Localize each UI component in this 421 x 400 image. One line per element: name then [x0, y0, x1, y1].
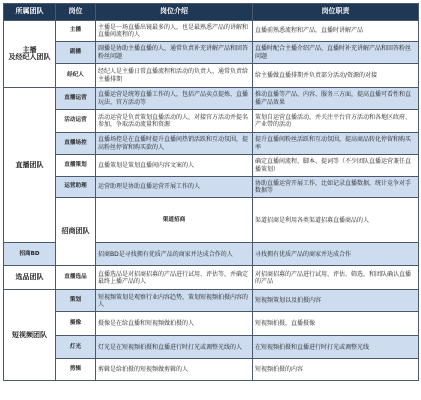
role-cell: 主播: [56, 21, 96, 42]
table-body: [4, 21, 419, 381]
duty-cell: 在短视频拍摄和直播进行时打光或调整光线: [253, 336, 419, 359]
description-cell: 活动运营是负责策划直播活动的人，对接官方活动并提名参加，争取活动流量和资源: [96, 110, 253, 133]
description-cell: 直播场控是在直播时提升直播间热销活跃和互动氛围，提高粉丝停留和购买欲的人: [96, 133, 253, 155]
duty-cell: 确定直播间流程、脚本、提词等（不少团队直播运营兼任直播策划）: [253, 155, 419, 177]
team-cell: 直播团队: [4, 88, 56, 243]
duty-cell: 直播时配合主播介绍产品，直播时补充讲解产品和回答粉丝问题: [253, 42, 419, 64]
role-cell: 摄像: [56, 312, 96, 336]
duty-cell: 寻找拥有优质产品的商家并达成合作: [253, 243, 419, 266]
table-row: [4, 359, 419, 381]
header-description: 岗位介绍: [96, 4, 253, 21]
role-cell: 活动运营: [56, 110, 96, 133]
table-row: [4, 42, 419, 64]
description-cell: 短视频策划是观察行业内容趋势，策划短视频拍摄内容的人: [96, 290, 253, 312]
role-cell: 灯光: [56, 336, 96, 359]
team-cell: 选品团队: [4, 266, 56, 290]
header-role: 岗位: [56, 4, 96, 21]
description-cell: 摄像是在给直播和短视频做拍摄的人: [96, 312, 253, 336]
description-cell: 副播是协助主播直播的人，通常负责补充讲解产品和回答粉丝问题: [96, 42, 253, 64]
header-row: [4, 4, 419, 21]
team-cell: 主播 及经纪人团队: [4, 21, 56, 88]
role-cell: 剪辑: [56, 359, 96, 381]
team-cell: 短视频团队: [4, 290, 56, 381]
table-row: [4, 133, 419, 155]
duty-cell: 给主播做直播排期并负责部分活动/资源的对接: [253, 64, 419, 88]
description-cell: 渠道招商是利用各类渠道招募直播商品的人: [253, 198, 419, 243]
description-cell: 剪辑是给拍摄的短视频做剪辑的人: [96, 359, 253, 381]
job-table: [3, 3, 419, 381]
table-row: [4, 312, 419, 336]
table-row: [4, 290, 419, 312]
table-row: [4, 21, 419, 42]
table-row: [4, 110, 419, 133]
role-cell: 渠道招商: [96, 198, 253, 243]
description-cell: 直播策划是策划直播间内容文案的人: [96, 155, 253, 177]
role-cell: 直播选品: [56, 266, 96, 290]
duty-cell: 短视频拍摄的内容: [253, 359, 419, 381]
description-cell: 招商BD是寻找拥有优质产品的商家并达成合作的人: [96, 243, 253, 266]
duty-cell: 对招商招募的产品进行试用、评估、筛选，和团队确认直播的产品: [253, 266, 419, 290]
role-cell: 经纪人: [56, 64, 96, 88]
role-cell: 运营助理: [56, 177, 96, 198]
duty-cell: 推动直播等产品、内容、服务三方面，提高直播可看性和直播产品效果: [253, 88, 419, 110]
table-row: [4, 155, 419, 177]
duty-cell: 短视频策划以及拍摄内容: [253, 290, 419, 312]
table-row: [4, 266, 419, 290]
header-duties: 岗位职责: [253, 4, 419, 21]
duty-cell: 直播前熟悉流程和产品，直播时讲解产品: [253, 21, 419, 42]
description-cell: 经纪人是主播日常直播流程和活动的负责人，通常负责给主播排期: [96, 64, 253, 88]
duty-cell: 提升直播间粉丝活跃和互动氛围，提高商品转化停留和购买率: [253, 133, 419, 155]
table-row: [4, 198, 419, 243]
description-cell: 直播运营是统筹直播工作的人，包括产品卖点提炼、直播玩法、官方活动等: [96, 88, 253, 110]
duty-cell: 策划自运营直播活动，并关注平台官方活动和各地区政府、产业带的活动: [253, 110, 419, 133]
table-row: [4, 177, 419, 198]
description-cell: 主播是一场直播出镜最多的人，也是最熟悉产品的讲解和直播间流程的人: [96, 21, 253, 42]
duty-cell: 短视频拍摄，直播摄像: [253, 312, 419, 336]
description-cell: 直播选品是对招商招募的产品进行试用、评估等，并确定最终上播产品的人: [96, 266, 253, 290]
table-row: [4, 64, 419, 88]
description-cell: 灯光是在短视频拍摄和直播进行时打光或调整光线的人: [96, 336, 253, 359]
table-row: [4, 336, 419, 359]
role-cell: 直播运营: [56, 88, 96, 110]
team-cell: 招商团队: [56, 198, 96, 266]
table-row: [4, 88, 419, 110]
role-cell: 策划: [56, 290, 96, 312]
header-team: 所属团队: [4, 4, 56, 21]
role-cell: 副播: [56, 42, 96, 64]
description-cell: 运营助理是协助直播运营开展工作的人: [96, 177, 253, 198]
duty-cell: 协助直播运营开展工作，比如记录直播数据，统计竞争对手数据等: [253, 177, 419, 198]
role-cell: 招商BD: [4, 243, 56, 266]
role-cell: 直播场控: [56, 133, 96, 155]
role-cell: 直播策划: [56, 155, 96, 177]
